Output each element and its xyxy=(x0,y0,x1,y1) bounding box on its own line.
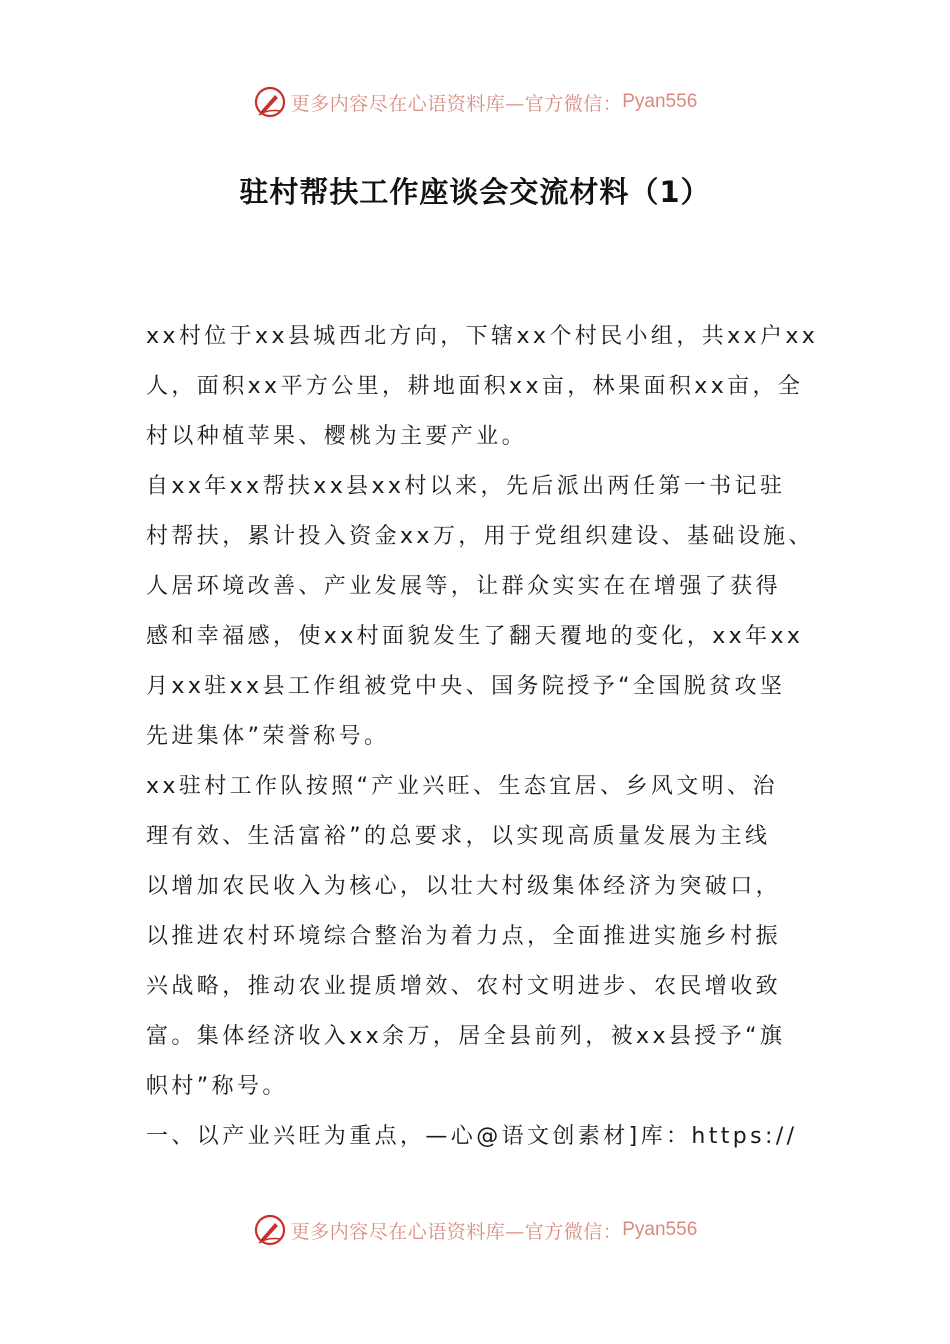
body-line: 以增加农民收入为核心，以壮大村级集体经济为突破口， xyxy=(146,874,782,899)
body-line: 自xx年xx帮扶xx县xx村以来，先后派出两任第一书记驻 xyxy=(146,474,786,499)
body-line: 一、以产业兴旺为重点，—心@语文创素材]库：https:// xyxy=(146,1124,798,1149)
body-line: 村帮扶，累计投入资金xx万，用于党组织建设、基础设施、 xyxy=(146,524,814,549)
wechat-id: Pyan556 xyxy=(622,91,698,112)
body-line: xx驻村工作队按照“产业兴旺、生态宜居、乡风文明、治 xyxy=(146,774,778,799)
body-line: 村以种植苹果、樱桃为主要产业。 xyxy=(146,424,528,449)
document-body xyxy=(146,312,819,1162)
body-line: 人居环境改善、产业发展等，让群众实实在在增强了获得 xyxy=(146,574,782,599)
document-title: 驻村帮扶工作座谈会交流材料（1） xyxy=(239,175,711,209)
body-line: 理有效、生活富裕”的总要求，以实现高质量发展为主线 xyxy=(146,824,771,849)
body-line: 月xx驻xx县工作组被党中央、国务院授予“全国脱贫攻坚 xyxy=(146,674,786,699)
banner-text: 更多内容尽在心语资料库—官方微信： xyxy=(290,92,623,115)
body-line: 帜村”称号。 xyxy=(146,1074,288,1099)
banner-text: 更多内容尽在心语资料库—官方微信： xyxy=(290,1220,623,1243)
pen-logo-icon xyxy=(253,1213,287,1247)
body-line: 兴战略，推动农业提质增效、农村文明进步、农民增收致 xyxy=(146,974,782,999)
wechat-id: Pyan556 xyxy=(622,1219,698,1240)
body-line: xx村位于xx县城西北方向，下辖xx个村民小组，共xx户xx xyxy=(146,324,819,349)
body-line: 以推进农村环境综合整治为着力点，全面推进实施乡村振 xyxy=(146,924,782,949)
body-line: 人，面积xx平方公里，耕地面积xx亩，林果面积xx亩，全 xyxy=(146,374,804,399)
footer-banner xyxy=(0,1210,950,1250)
header-banner xyxy=(0,82,950,122)
pen-logo-icon xyxy=(253,85,287,119)
body-line: 感和幸福感，使xx村面貌发生了翻天覆地的变化，xx年xx xyxy=(146,624,804,649)
body-line: 先进集体”荣誉称号。 xyxy=(146,724,390,749)
body-line: 富。集体经济收入xx余万，居全县前列，被xx县授予“旗 xyxy=(146,1024,786,1049)
